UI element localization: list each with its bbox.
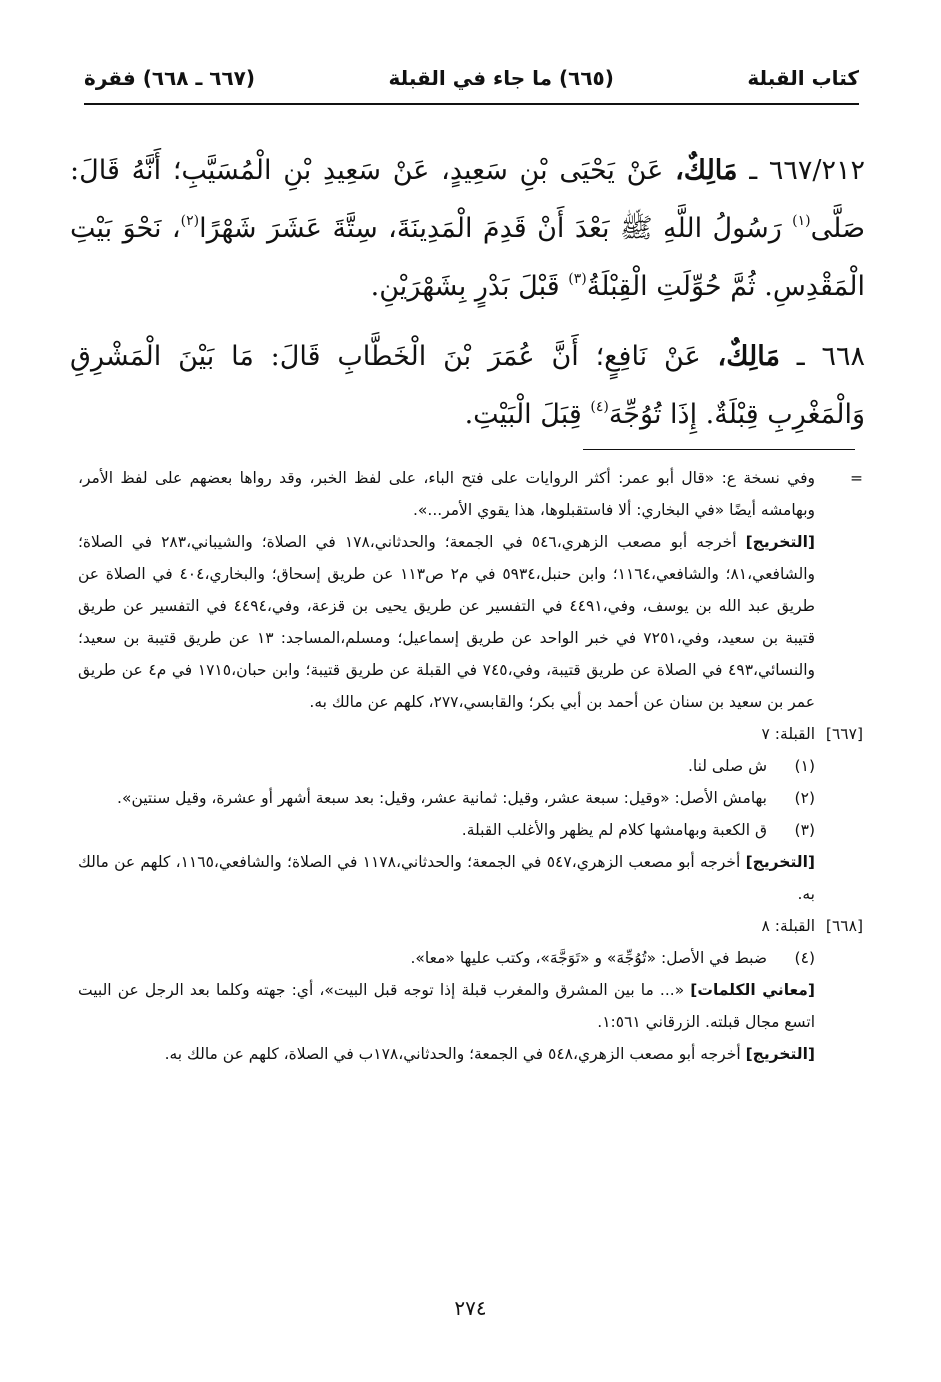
hadith-668-text-2: قِبَلَ الْبَيْتِ. bbox=[464, 399, 591, 430]
note-section-668 bbox=[78, 910, 863, 942]
header-chapter-title: (٦٦٥) ما جاء في القبلة bbox=[388, 66, 614, 90]
hadith-667-number: ٦٦٧/٢١٢ ـ bbox=[749, 155, 865, 186]
note-4 bbox=[78, 942, 863, 974]
takhrij-label-2: [التخريج] bbox=[745, 853, 815, 871]
hadith-667 bbox=[70, 142, 865, 316]
section-668-mark: [٦٦٨] bbox=[825, 917, 863, 935]
takhrij-label: [التخريج] bbox=[745, 533, 815, 551]
note-takhrij-2 bbox=[78, 846, 863, 910]
note-1 bbox=[78, 750, 863, 782]
note-3-mark: (٣) bbox=[794, 821, 815, 839]
section-668-text: القبلة: ٨ bbox=[761, 917, 815, 935]
note-takhrij-1 bbox=[78, 526, 863, 718]
footnote-ref-2: (٢) bbox=[180, 213, 200, 229]
note-section-667 bbox=[78, 718, 863, 750]
main-text bbox=[70, 142, 865, 456]
continuation-mark: = bbox=[850, 469, 863, 487]
note-takhrij-3 bbox=[78, 1038, 863, 1070]
note-4-mark: (٤) bbox=[794, 949, 815, 967]
hadith-668-narrator: مَالِكٌ، bbox=[717, 341, 780, 372]
note-1-text: ش صلى لنا. bbox=[687, 757, 767, 775]
note-1-mark: (١) bbox=[794, 757, 815, 775]
hadith-667-narrator: مَالِكٌ، bbox=[675, 155, 738, 186]
footnote-ref-1: (١) bbox=[792, 213, 811, 229]
hadith-668-number: ٦٦٨ ـ bbox=[796, 341, 865, 372]
note-2-mark: (٢) bbox=[794, 789, 815, 807]
maani-label: [معاني الكلمات] bbox=[690, 981, 815, 999]
note-2-text: بهامش الأصل: «وقيل: سبعة عشر، وقيل: ثمانية عشر، وقيل: بعد سبعة أشهر أو عشرة، وقيل سنتين». bbox=[117, 789, 767, 807]
takhrij-label-3: [التخريج] bbox=[745, 1045, 815, 1063]
hadith-667-text-1: عَنْ يَحْيَى بْنِ سَعِيدٍ، عَنْ سَعِيدِ بْنِ الْمُسَيَّبِ؛ أَنَّهُ قَالَ: صَلَّى bbox=[70, 155, 865, 244]
takhrij-1-text: أخرجه أبو مصعب الزهري،٥٤٦ في الجمعة؛ والحدثاني،١٧٨ في الصلاة؛ والشيباني،٢٨٣ في الصلاة؛ والشافعي،٨١؛ والشافعي،١١٦٤؛ وابن حنبل،٥٩٣٤ في م٢ ص١١٣ عن طريق إسحاق؛ والبخاري،٤٠٤ في الصلاة عن طريق عبد الله بن يوسف، وفي،٤٤٩١ في التفسير عن طريق يحيى بن قزعة، وفي،٤٤٩٤ في التفسير عن طريق قتيبة بن سعيد، وفي،٧٢٥١ في خبر الواحد عن طريق إسماعيل؛ ومسلم،المساجد: ١٣ عن طريق قتيبة بن سعيد؛ والنسائي،٤٩٣ في الصلاة عن طريق قتيبة، وفي،٧٤٥ في القبلة عن طريق قتيبة؛ وابن حبان،١٧١٥ في م٤ عن طريق عمر بن سعيد بن سنان عن أحمد بن أبي بكر؛ والقابسي،٢٧٧، كلهم عن مالك به. bbox=[78, 533, 816, 711]
maani-text: «... ما بين المشرق والمغرب قبلة إذا توجه قبل البيت»، أي: جهته وكلما بعد الرجل عن البيت اتسع مجال قبلته. الزرقاني ١:٥٦١. bbox=[78, 981, 815, 1031]
header-paragraph-range: (٦٦٧ ـ ٦٦٨) فقرة bbox=[84, 66, 256, 90]
note-3 bbox=[78, 814, 863, 846]
footnote-ref-3: (٣) bbox=[568, 271, 587, 287]
takhrij-2-text: أخرجه أبو مصعب الزهري،٥٤٧ في الجمعة؛ والحدثاني،١١٧٨ في الصلاة؛ والشافعي،١١٦٥، كلهم عن مالك به. bbox=[78, 853, 815, 903]
hadith-668 bbox=[70, 328, 865, 444]
page-number: ٢٧٤ bbox=[454, 1296, 487, 1320]
footnote-ref-4: (٤) bbox=[590, 399, 609, 415]
note-continuation bbox=[78, 462, 863, 526]
continuation-text: وفي نسخة ع: «قال أبو عمر: أكثر الروايات على فتح الباء، على لفظ الخبر، وقد رواها بعضهم على لفظ الأمر، وبهامشه أيضًا «في البخاري: ألا فاستقبلوها، هذا يقوي الأمر...». bbox=[78, 469, 815, 519]
footnote-divider bbox=[583, 449, 855, 450]
header-divider bbox=[84, 103, 859, 105]
hadith-668-text-1: عَنْ نَافِعٍ؛ أَنَّ عُمَرَ بْنَ الْخَطَّابِ قَالَ: مَا بَيْنَ الْمَشْرِقِ وَالْمَغْرِبِ قِبْلَةٌ. إِذَا تُوُجِّهَ bbox=[70, 341, 865, 430]
section-667-text: القبلة: ٧ bbox=[761, 725, 815, 743]
hadith-667-text-3: ، نَحْوَ بَيْتِ الْمَقْدِسِ. ثُمَّ حُوِّلَتِ الْقِبْلَةُ bbox=[70, 213, 865, 302]
takhrij-3-text: أخرجه أبو مصعب الزهري،٥٤٨ في الجمعة؛ والحدثاني،١٧٨ب في الصلاة، كلهم عن مالك به. bbox=[164, 1045, 746, 1063]
running-header bbox=[84, 58, 859, 98]
hadith-667-text-4: قَبْلَ بَدْرٍ بِشَهْرَيْنِ. bbox=[370, 271, 569, 302]
note-4-text: ضبط في الأصل: «تُوُجِّهَ» و «تَوَجَّهَ»، وكتب عليها «معا». bbox=[410, 949, 767, 967]
note-maani bbox=[78, 974, 863, 1038]
footnotes bbox=[78, 462, 863, 1070]
header-book-title: كتاب القبلة bbox=[747, 66, 859, 90]
note-2 bbox=[78, 782, 863, 814]
section-667-mark: [٦٦٧] bbox=[825, 725, 863, 743]
note-3-text: ق الكعبة وبهامشها كلام لم يظهر والأغلب القبلة. bbox=[461, 821, 767, 839]
hadith-667-text-2: رَسُولُ اللَّهِ ﷺ بَعْدَ أَنْ قَدِمَ الْمَدِينَةَ، سِتَّةَ عَشَرَ شَهْرًا bbox=[199, 213, 793, 244]
